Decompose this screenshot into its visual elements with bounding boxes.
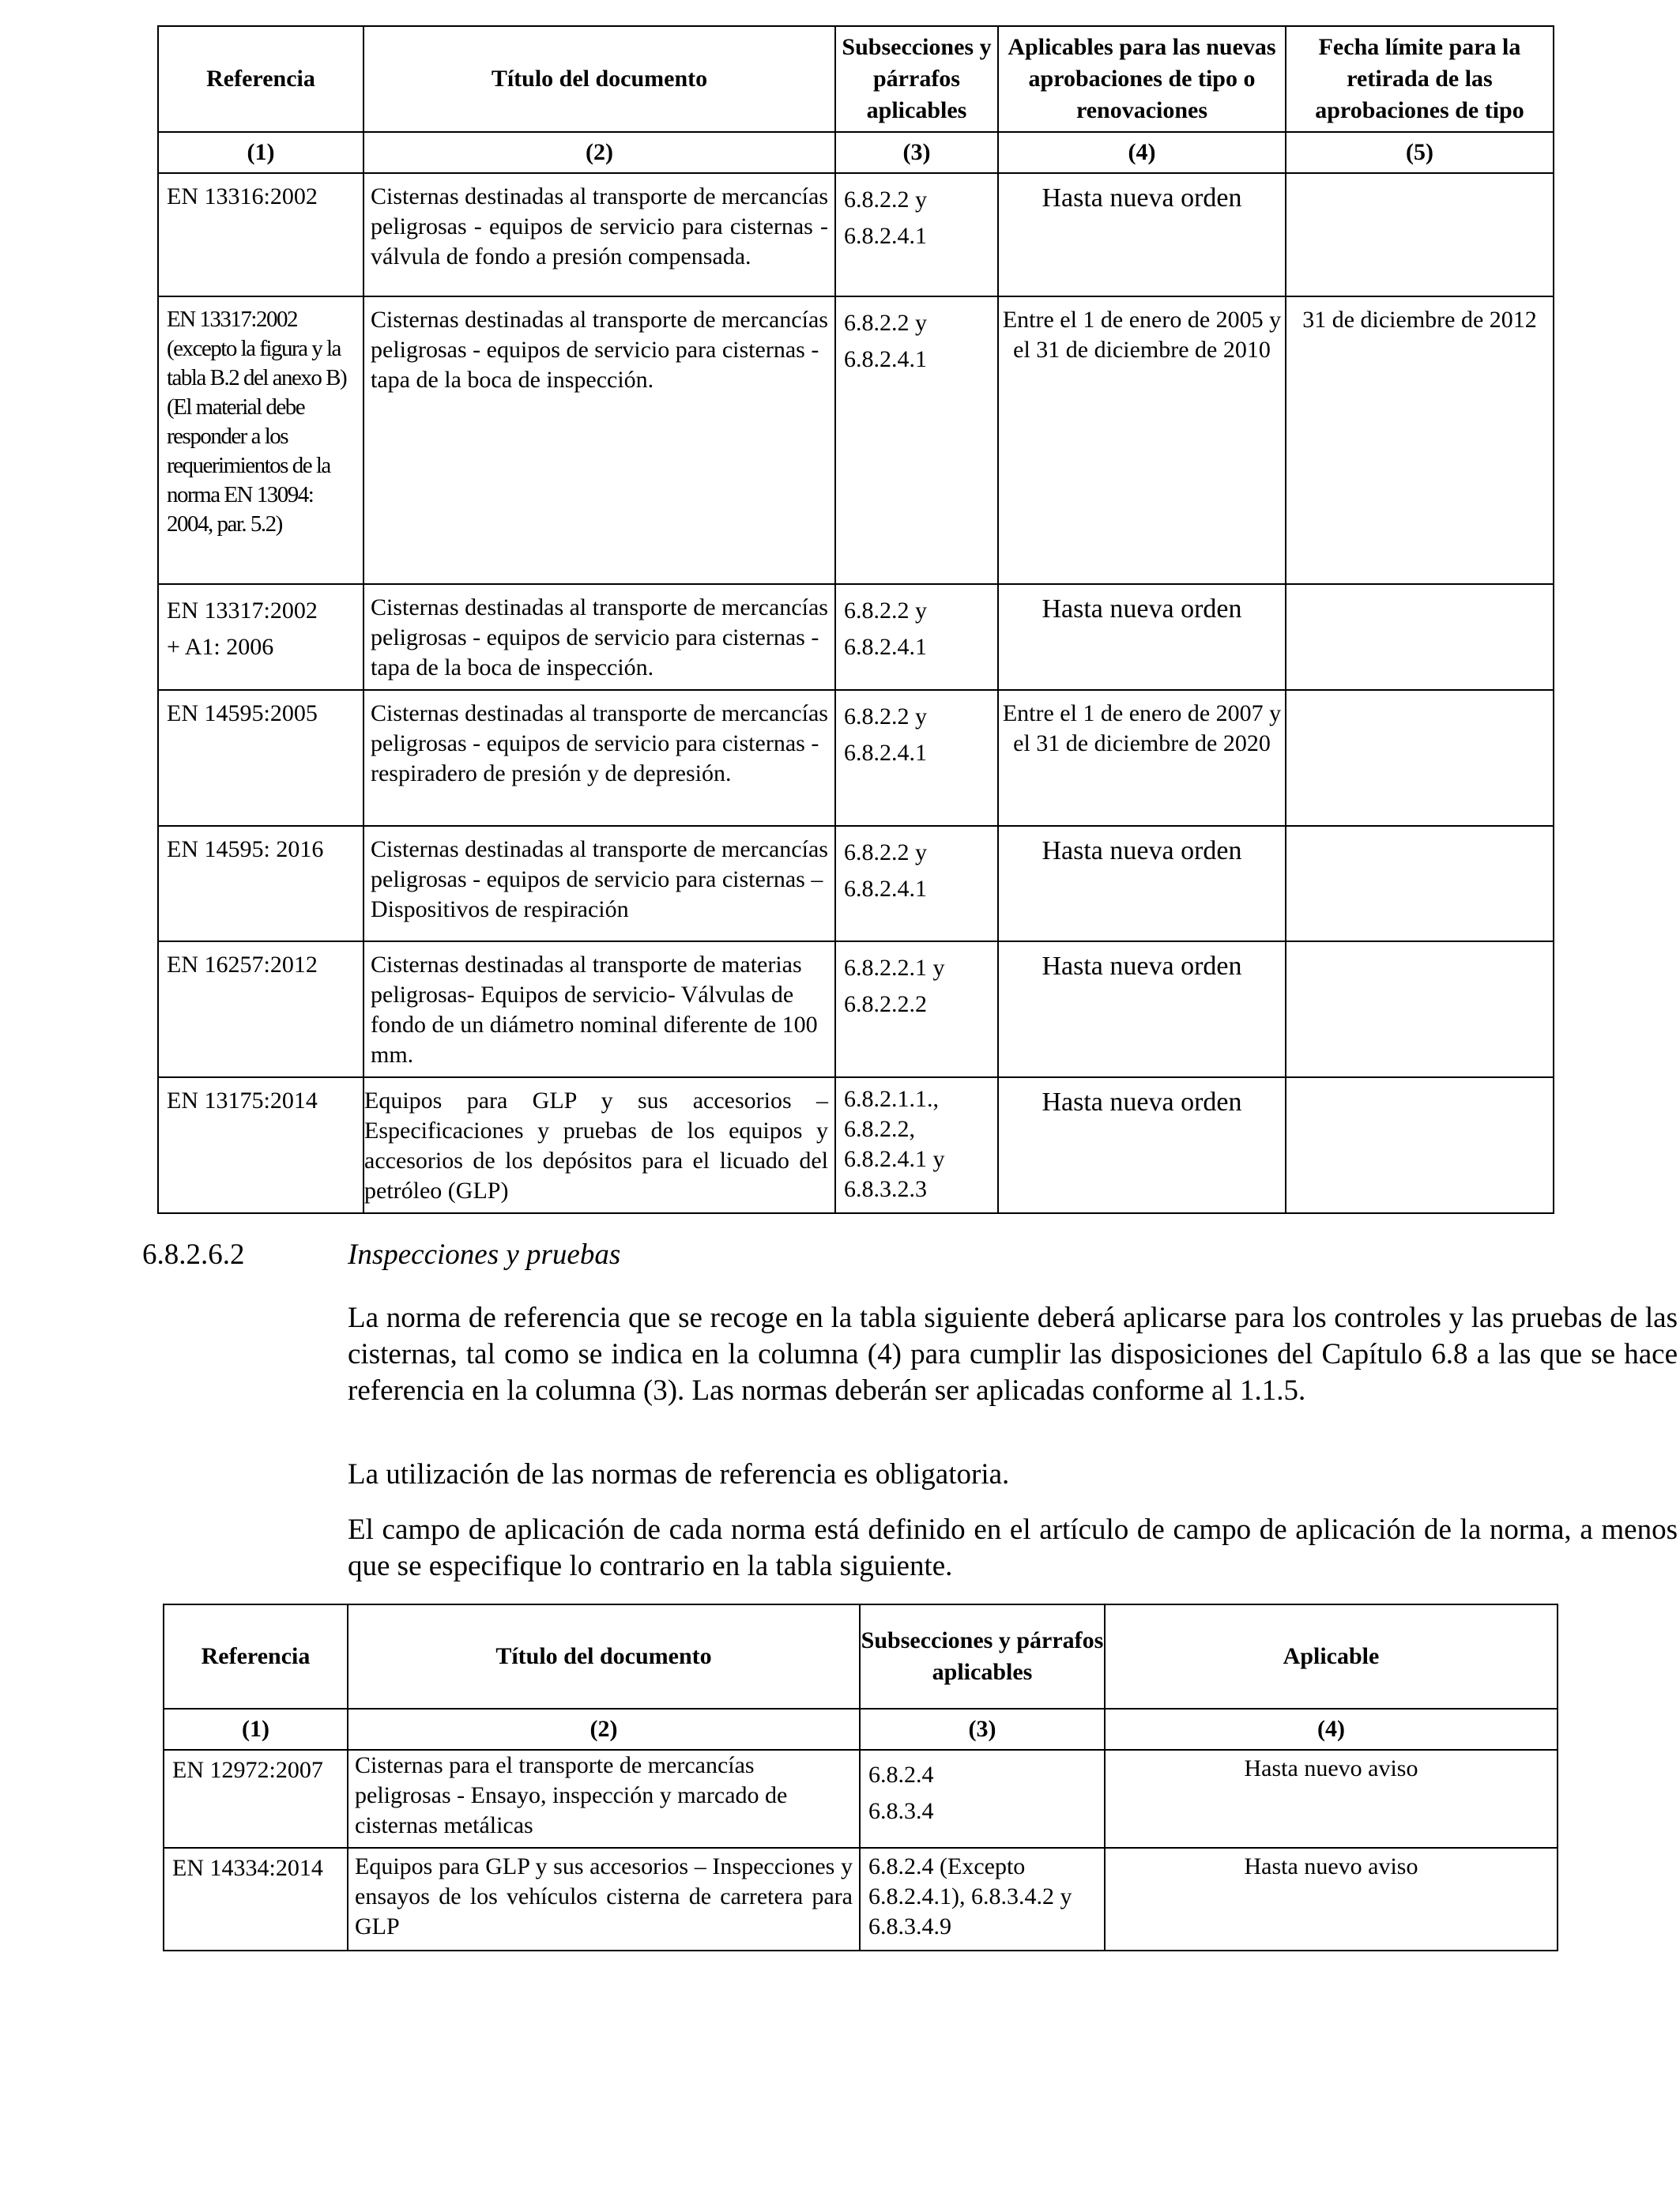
standards-table-equipment: [157, 25, 1554, 1214]
table-row: [158, 826, 1554, 941]
reference-cell: EN 14334:2014: [164, 1848, 348, 1951]
title-cell: Cisternas para el transporte de mercancías peligrosas - Ensayo, inspección y marcado de cisternas metálicas: [348, 1750, 860, 1848]
deadline-cell: [1286, 690, 1554, 826]
subsection-line: 6.8.2.4.1: [844, 876, 927, 902]
title-cell: Cisternas destinadas al transporte de mercancías peligrosas - equipos de servicio para cisternas – Dispositivos de respiración: [363, 826, 835, 941]
title-cell: Cisternas destinadas al transporte de mercancías peligrosas - equipos de servicio para cisternas - tapa de la boca de inspección.: [363, 296, 835, 584]
title-cell: Cisternas destinadas al transporte de materias peligrosas- Equipos de servicio- Válvulas de fondo de un diámetro nominal diferente de 100 mm.: [363, 941, 835, 1077]
subsections-cell: [835, 296, 998, 584]
col-header-title: Título del documento: [363, 26, 835, 132]
col-header-title: Título del documento: [348, 1604, 860, 1709]
applicable-cell: Entre el 1 de enero de 2005 y el 31 de diciembre de 2010: [998, 296, 1286, 584]
col-header-withdrawal-deadline: Fecha límite para la retirada de las aprobaciones de tipo: [1286, 26, 1554, 132]
reference-line: + A1: 2006: [167, 634, 274, 660]
subsection-line: 6.8.2.4.1: [844, 223, 927, 249]
table-row: [158, 173, 1554, 296]
table-row: [158, 1077, 1554, 1213]
table-row: [164, 1848, 1558, 1951]
applicable-cell: Hasta nueva orden: [998, 173, 1286, 296]
title-cell: Equipos para GLP y sus accesorios – Especificaciones y pruebas de los equipos y accesorios de los depósitos para el licuado del petróleo (GLP): [363, 1077, 835, 1213]
reference-line: EN 13317:2002: [167, 598, 318, 624]
applicable-cell: Hasta nueva orden: [998, 1077, 1286, 1213]
subsection-line: 6.8.2.2 y: [844, 187, 927, 213]
col-header-applicable-approvals: Aplicables para las nuevas aprobaciones de tipo o renovaciones: [998, 26, 1286, 132]
col-number: (2): [348, 1709, 860, 1750]
col-header-subsections: Subsecciones y párrafos aplicables: [860, 1604, 1105, 1709]
col-header-subsections: Subsecciones y párrafos aplicables: [835, 26, 998, 132]
subsections-cell: 6.8.2.4 (Excepto 6.8.2.4.1), 6.8.3.4.2 y 6.8.3.4.9: [860, 1848, 1105, 1951]
table-row: [158, 296, 1554, 584]
subsections-cell: [835, 826, 998, 941]
subsection-line: 6.8.2.2.2: [844, 991, 927, 1017]
section-title: Inspecciones y pruebas: [348, 1238, 621, 1271]
paragraph: La norma de referencia que se recoge en la tabla siguiente deberá aplicarse para los controles y las pruebas de las cisternas, tal como se indica en la columna (4) para cumplir las disposiciones del Capítulo 6.8 a las que se hace referencia en la columna (3). Las normas deberán ser aplicadas conforme al 1.1.5.: [348, 1302, 1678, 1407]
subsection-line: 6.8.2.2 y: [844, 598, 927, 624]
reference-cell: EN 14595: 2016: [158, 826, 363, 941]
reference-cell: EN 13316:2002: [158, 173, 363, 296]
paragraph: El campo de aplicación de cada norma está definido en el artículo de campo de aplicación de la norma, a menos que se especifique lo contrario en la tabla siguiente.: [348, 1514, 1678, 1582]
deadline-cell: [1286, 1077, 1554, 1213]
deadline-cell: 31 de diciembre de 2012: [1286, 296, 1554, 584]
col-number: (1): [164, 1709, 348, 1750]
reference-cell: EN 14595:2005: [158, 690, 363, 826]
col-header-reference: Referencia: [164, 1604, 348, 1709]
title-cell: Equipos para GLP y sus accesorios – Inspecciones y ensayos de los vehículos cisterna de carretera para GLP: [348, 1848, 860, 1951]
deadline-cell: [1286, 173, 1554, 296]
deadline-cell: [1286, 826, 1554, 941]
subsections-cell: [835, 584, 998, 690]
subsection-line: 6.8.2.4.1: [844, 740, 927, 766]
reference-cell: EN 13317:2002 (excepto la figura y la tabla B.2 del anexo B) (El material debe responder a los requerimientos de la norma EN 13094: 2004, par. 5.2): [158, 296, 363, 584]
paragraph: La utilización de las normas de referencia es obligatoria.: [348, 1458, 1010, 1491]
title-cell: Cisternas destinadas al transporte de mercancías peligrosas - equipos de servicio para cisternas - válvula de fondo a presión compensada.: [363, 173, 835, 296]
subsection-line: 6.8.2.4: [868, 1762, 934, 1788]
applicable-cell: Hasta nueva orden: [998, 826, 1286, 941]
col-number: (4): [998, 132, 1286, 173]
deadline-cell: [1286, 584, 1554, 690]
subsection-line: 6.8.2.2 y: [844, 839, 927, 865]
applicable-cell: Hasta nueva orden: [998, 584, 1286, 690]
applicable-cell: Entre el 1 de enero de 2007 y el 31 de diciembre de 2020: [998, 690, 1286, 826]
col-number: (3): [835, 132, 998, 173]
col-header-applicable: Aplicable: [1105, 1604, 1558, 1709]
subsection-line: 6.8.2.2.1 y: [844, 955, 945, 981]
reference-cell: EN 16257:2012: [158, 941, 363, 1077]
col-header-reference: Referencia: [158, 26, 363, 132]
col-number: (3): [860, 1709, 1105, 1750]
applicable-cell: Hasta nuevo aviso: [1105, 1848, 1558, 1951]
column-number-row: [158, 132, 1554, 173]
col-number: (4): [1105, 1709, 1558, 1750]
reference-cell: EN 12972:2007: [164, 1750, 348, 1848]
reference-cell: EN 13175:2014: [158, 1077, 363, 1213]
applicable-cell: Hasta nuevo aviso: [1105, 1750, 1558, 1848]
title-cell: Cisternas destinadas al transporte de mercancías peligrosas - equipos de servicio para cisternas - tapa de la boca de inspección.: [363, 584, 835, 690]
standards-table-inspections: [163, 1604, 1558, 1951]
table-row: [158, 584, 1554, 690]
subsection-line: 6.8.3.4: [868, 1798, 934, 1824]
col-number: (2): [363, 132, 835, 173]
table-row: [158, 941, 1554, 1077]
reference-cell: [158, 584, 363, 690]
table-row: [158, 690, 1554, 826]
subsections-cell: 6.8.2.1.1., 6.8.2.2, 6.8.2.4.1 y 6.8.3.2.3: [835, 1077, 998, 1213]
subsections-cell: [860, 1750, 1105, 1848]
subsection-line: 6.8.2.2 y: [844, 310, 927, 336]
subsections-cell: [835, 173, 998, 296]
deadline-cell: [1286, 941, 1554, 1077]
col-number: (5): [1286, 132, 1554, 173]
subsection-line: 6.8.2.2 y: [844, 703, 927, 729]
table-row: [164, 1750, 1558, 1848]
col-number: (1): [158, 132, 363, 173]
column-number-row: [164, 1709, 1558, 1750]
applicable-cell: Hasta nueva orden: [998, 941, 1286, 1077]
subsection-line: 6.8.2.4.1: [844, 346, 927, 372]
subsections-cell: [835, 941, 998, 1077]
title-cell: Cisternas destinadas al transporte de mercancías peligrosas - equipos de servicio para cisternas - respiradero de presión y de depresión.: [363, 690, 835, 826]
table-header-row: [158, 26, 1554, 132]
subsections-cell: [835, 690, 998, 826]
subsection-line: 6.8.2.4.1: [844, 634, 927, 660]
table-header-row: [164, 1604, 1558, 1709]
section-number: 6.8.2.6.2: [142, 1238, 245, 1271]
